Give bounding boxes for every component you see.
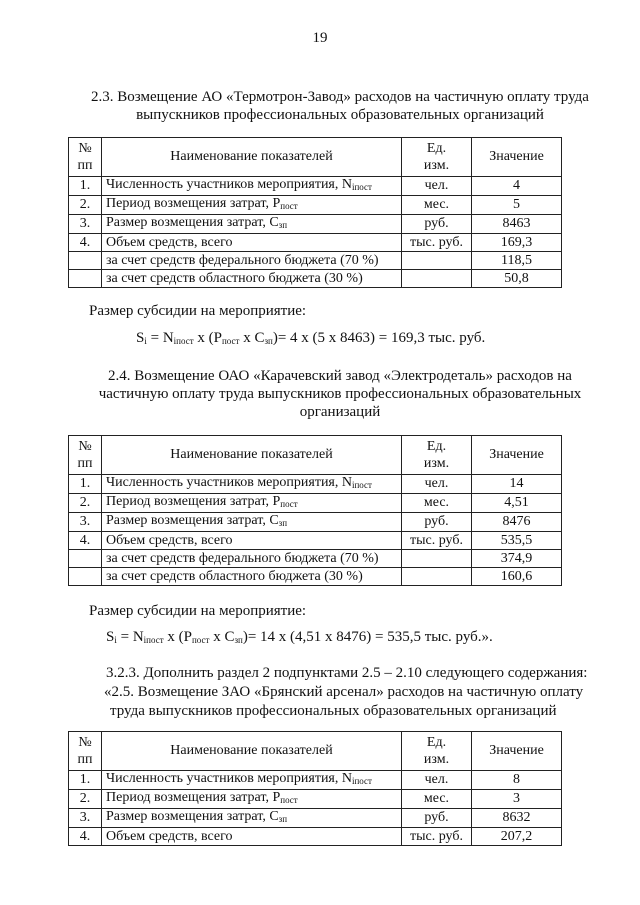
section-2-4-title-line3: организаций: [299, 404, 381, 420]
row-label: Период возмещения затрат, $Р_{пост}$: [102, 790, 402, 809]
row-value: 14: [472, 475, 562, 494]
section-2-3-title-line1: 2.3. Возмещение АО «Термотрон-Завод» расходов на частичную оплату труда: [91, 89, 589, 105]
section-2-4-formula: $S_i = N_{iпост}$ x ($Р_{пост}$ x $С_{зп})= 14$ x (4,51 x 8476) = 535,5 тыс. руб.».: [106, 629, 493, 645]
row-value: 207,2: [472, 828, 562, 846]
table-header-row: [69, 732, 562, 771]
row-number: 2.: [69, 196, 102, 215]
table-row: [69, 252, 562, 270]
row-unit: [402, 270, 472, 288]
row-label: Численность участников мероприятия, $N_{iпост}$: [102, 771, 402, 790]
col-header-unit: Ед. изм.: [402, 436, 472, 475]
col-header-value: Значение: [472, 436, 562, 475]
row-unit: тыс. руб.: [402, 532, 472, 550]
row-label: Размер возмещения затрат, $С_{зп}$: [102, 215, 402, 234]
row-unit: тыс. руб.: [402, 828, 472, 846]
page-number: 19: [312, 30, 328, 46]
row-value: 160,6: [472, 568, 562, 586]
row-unit: руб.: [402, 809, 472, 828]
row-unit: [402, 252, 472, 270]
section-2-3-formula: $S_i = N_{iпост}$ x ($Р_{пост}$ x $С_{зп})= 4$ x (5 x 8463) = 169,3 тыс. руб.: [136, 330, 486, 346]
table-2-3: [68, 137, 562, 288]
col-header-number: № пп: [69, 732, 102, 771]
row-label: Размер возмещения затрат, $С_{зп}$: [102, 809, 402, 828]
row-number: 4.: [69, 532, 102, 550]
row-value: 169,3: [472, 234, 562, 252]
section-2-3-subsidy-label: Размер субсидии на мероприятие:: [89, 303, 307, 319]
section-2-4-title: [70, 367, 610, 421]
row-value: 118,5: [472, 252, 562, 270]
col-header-value: Значение: [472, 138, 562, 177]
row-unit: чел.: [402, 771, 472, 790]
table-row: [69, 475, 562, 494]
section-2-3-title-line2: выпускников профессиональных образовательных организаций: [136, 107, 544, 123]
table-row: [69, 790, 562, 809]
row-unit: мес.: [402, 494, 472, 513]
row-unit: мес.: [402, 790, 472, 809]
row-unit: [402, 550, 472, 568]
section-2-4-subsidy-label: Размер субсидии на мероприятие:: [89, 603, 307, 619]
section-2-3-title: [70, 88, 610, 124]
row-value: 5: [472, 196, 562, 215]
col-header-unit: Ед. изм.: [402, 138, 472, 177]
section-2-5-title-line2: труда выпускников профессиональных образовательных организаций: [110, 703, 557, 719]
row-number: [69, 270, 102, 288]
table-row: [69, 828, 562, 846]
row-label: за счет средств федерального бюджета (70 %): [102, 550, 402, 568]
row-label: за счет средств областного бюджета (30 %): [102, 568, 402, 586]
table-2-5: [68, 731, 562, 846]
row-number: 4.: [69, 828, 102, 846]
section-2-5-title-line1: «2.5. Возмещение ЗАО «Брянский арсенал» расходов на частичную оплату: [104, 684, 584, 700]
row-value: 8463: [472, 215, 562, 234]
table-row: [69, 234, 562, 252]
section-3-2-3-intro: 3.2.3. Дополнить раздел 2 подпунктами 2.5 – 2.10 следующего содержания:: [106, 665, 588, 681]
col-header-value: Значение: [472, 732, 562, 771]
row-number: 2.: [69, 790, 102, 809]
row-number: 3.: [69, 215, 102, 234]
row-value: 4,51: [472, 494, 562, 513]
row-unit: тыс. руб.: [402, 234, 472, 252]
col-header-number: № пп: [69, 436, 102, 475]
row-unit: чел.: [402, 475, 472, 494]
row-label: Численность участников мероприятия, $N_{iпост}$: [102, 177, 402, 196]
row-unit: мес.: [402, 196, 472, 215]
row-number: 3.: [69, 513, 102, 532]
row-number: [69, 550, 102, 568]
table-row: [69, 532, 562, 550]
row-value: 50,8: [472, 270, 562, 288]
row-value: 3: [472, 790, 562, 809]
row-number: 4.: [69, 234, 102, 252]
row-value: 8632: [472, 809, 562, 828]
table-row: [69, 270, 562, 288]
table-row: [69, 809, 562, 828]
row-label: Объем средств, всего: [102, 234, 402, 252]
row-label: Размер возмещения затрат, $С_{зп}$: [102, 513, 402, 532]
row-number: [69, 568, 102, 586]
row-number: 2.: [69, 494, 102, 513]
col-header-name: Наименование показателей: [102, 732, 402, 771]
row-value: 4: [472, 177, 562, 196]
table-2-4: [68, 435, 562, 586]
row-label: за счет средств федерального бюджета (70 %): [102, 252, 402, 270]
table-row: [69, 494, 562, 513]
row-unit: руб.: [402, 513, 472, 532]
table-row: [69, 513, 562, 532]
section-2-4-title-line2: частичную оплату труда выпускников профессиональных образовательных: [98, 386, 582, 402]
row-number: 1.: [69, 177, 102, 196]
row-number: 1.: [69, 475, 102, 494]
section-2-4-title-line1: 2.4. Возмещение ОАО «Карачевский завод «Электродеталь» расходов на: [108, 368, 572, 384]
table-row: [69, 568, 562, 586]
col-header-unit: Ед. изм.: [402, 732, 472, 771]
row-unit: руб.: [402, 215, 472, 234]
table-row: [69, 215, 562, 234]
col-header-name: Наименование показателей: [102, 436, 402, 475]
row-number: 3.: [69, 809, 102, 828]
row-label: Период возмещения затрат, $Р_{пост}$: [102, 196, 402, 215]
row-label: Численность участников мероприятия, $N_{iпост}$: [102, 475, 402, 494]
col-header-name: Наименование показателей: [102, 138, 402, 177]
col-header-number: № пп: [69, 138, 102, 177]
row-label: Объем средств, всего: [102, 828, 402, 846]
table-row: [69, 196, 562, 215]
table-row: [69, 771, 562, 790]
table-row: [69, 550, 562, 568]
row-unit: [402, 568, 472, 586]
table-header-row: [69, 138, 562, 177]
row-label: за счет средств областного бюджета (30 %): [102, 270, 402, 288]
row-label: Период возмещения затрат, $Р_{пост}$: [102, 494, 402, 513]
table-row: [69, 177, 562, 196]
row-number: [69, 252, 102, 270]
row-value: 374,9: [472, 550, 562, 568]
row-value: 8476: [472, 513, 562, 532]
row-value: 535,5: [472, 532, 562, 550]
row-value: 8: [472, 771, 562, 790]
row-number: 1.: [69, 771, 102, 790]
row-unit: чел.: [402, 177, 472, 196]
row-label: Объем средств, всего: [102, 532, 402, 550]
table-header-row: [69, 436, 562, 475]
